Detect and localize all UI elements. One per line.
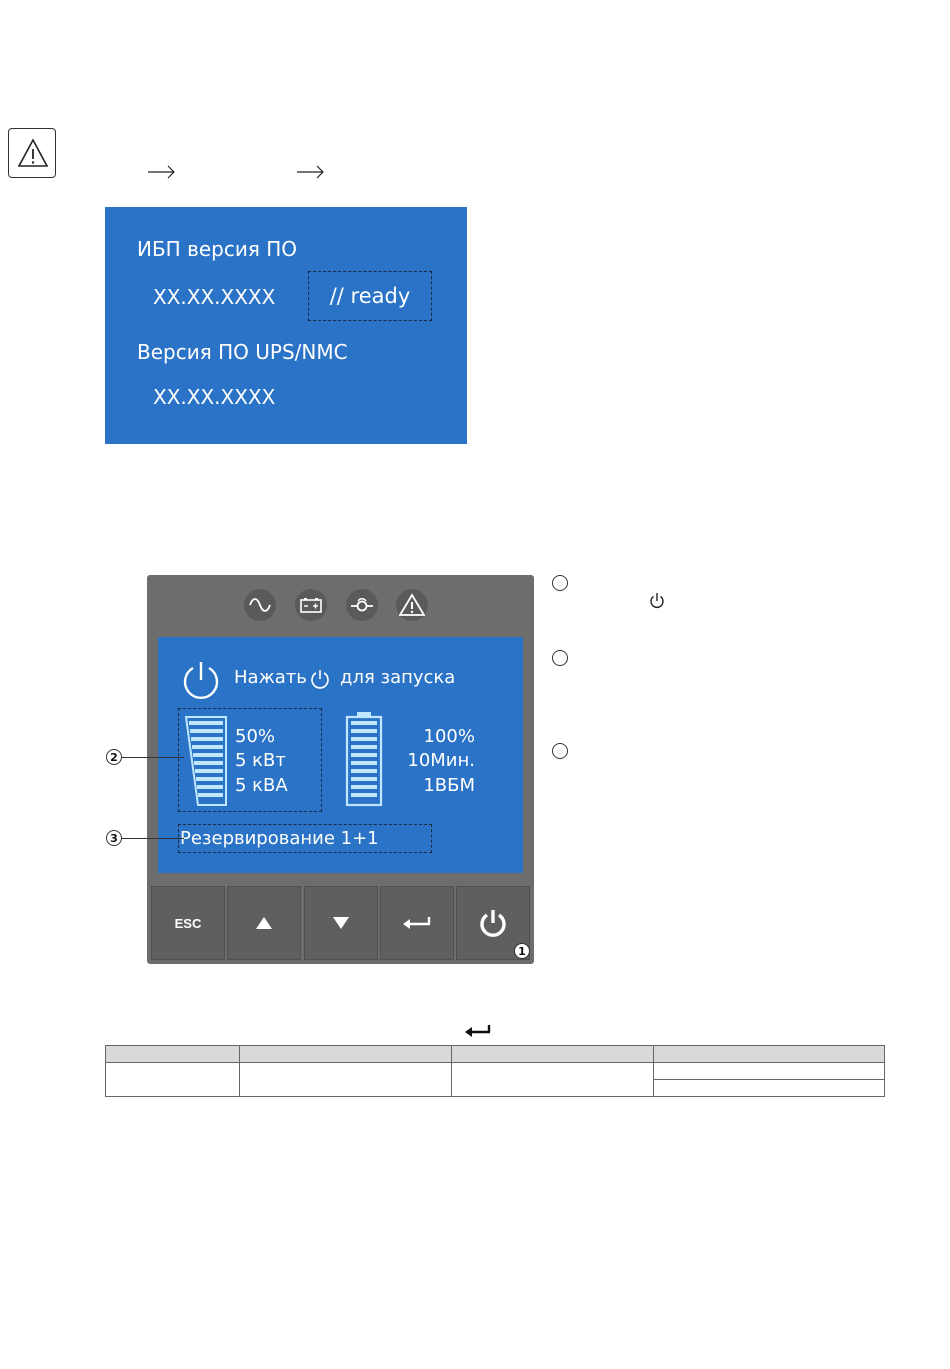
- table-cell: [653, 1063, 884, 1080]
- table-cell: [106, 1063, 240, 1097]
- callout-2: 2: [106, 749, 122, 765]
- nav-arrow-icon: [297, 165, 325, 179]
- up-button[interactable]: [227, 886, 301, 960]
- up-arrow-icon: [255, 916, 273, 930]
- power-icon: [180, 659, 222, 701]
- start-prompt-suffix: для запуска: [340, 667, 456, 688]
- battery-runtime: 10Мин.: [407, 750, 475, 771]
- lcd-screen: [158, 637, 523, 873]
- battery-icon: [295, 589, 327, 621]
- load-percent: 50%: [235, 726, 276, 747]
- table-header-cell: [106, 1046, 240, 1063]
- table-header-cell: [240, 1046, 451, 1063]
- enter-icon: [402, 916, 432, 930]
- ac-wave-icon: [244, 589, 276, 621]
- nav-arrow-icon: [148, 165, 176, 179]
- callout-3-line: [122, 838, 184, 839]
- bypass-icon: [346, 589, 378, 621]
- list-marker-circle: [552, 575, 568, 591]
- table-row: [106, 1063, 885, 1080]
- esc-button[interactable]: ESC: [151, 886, 225, 960]
- ups-firmware-value: XX.XX.XXXX: [153, 285, 276, 309]
- battery-level-icon: [345, 711, 383, 807]
- down-arrow-icon: [332, 916, 350, 930]
- table-cell: [451, 1063, 653, 1097]
- table-cell: [653, 1080, 884, 1097]
- callout-2-line: [122, 757, 184, 758]
- battery-ebm: 1ВБМ: [423, 775, 475, 796]
- ups-firmware-label: ИБП версия ПО: [137, 237, 298, 261]
- load-bar-icon: [184, 715, 228, 807]
- ready-tag: // ready: [308, 271, 432, 321]
- table-header-row: [106, 1046, 885, 1063]
- enter-button[interactable]: [380, 886, 454, 960]
- power-button-icon: [479, 908, 507, 938]
- power-small-icon: [309, 668, 331, 690]
- warning-notice-box: [8, 128, 56, 178]
- table-header-cell: [653, 1046, 884, 1063]
- list-marker-circle: [552, 650, 568, 666]
- load-kw: 5 кВт: [235, 750, 286, 771]
- start-prompt-text: Нажать: [234, 667, 307, 688]
- firmware-version-screen: [105, 207, 467, 444]
- alarm-warning-icon: [396, 589, 428, 621]
- redundancy-text: Резервирование 1+1: [180, 828, 379, 849]
- ups-front-panel: [147, 575, 534, 964]
- warning-icon: [17, 137, 49, 169]
- nmc-firmware-value: XX.XX.XXXX: [153, 385, 276, 409]
- power-symbol-icon: [649, 592, 665, 610]
- settings-table: [105, 1045, 885, 1097]
- list-marker-circle: [552, 743, 568, 759]
- callout-1: 1: [514, 943, 530, 959]
- battery-percent: 100%: [423, 726, 475, 747]
- table-cell: [240, 1063, 451, 1097]
- enter-key-icon: [464, 1024, 492, 1038]
- table-header-cell: [451, 1046, 653, 1063]
- nmc-firmware-label: Версия ПО UPS/NMC: [137, 340, 348, 364]
- callout-3: 3: [106, 830, 122, 846]
- load-kva: 5 кВА: [235, 775, 288, 796]
- down-button[interactable]: [304, 886, 378, 960]
